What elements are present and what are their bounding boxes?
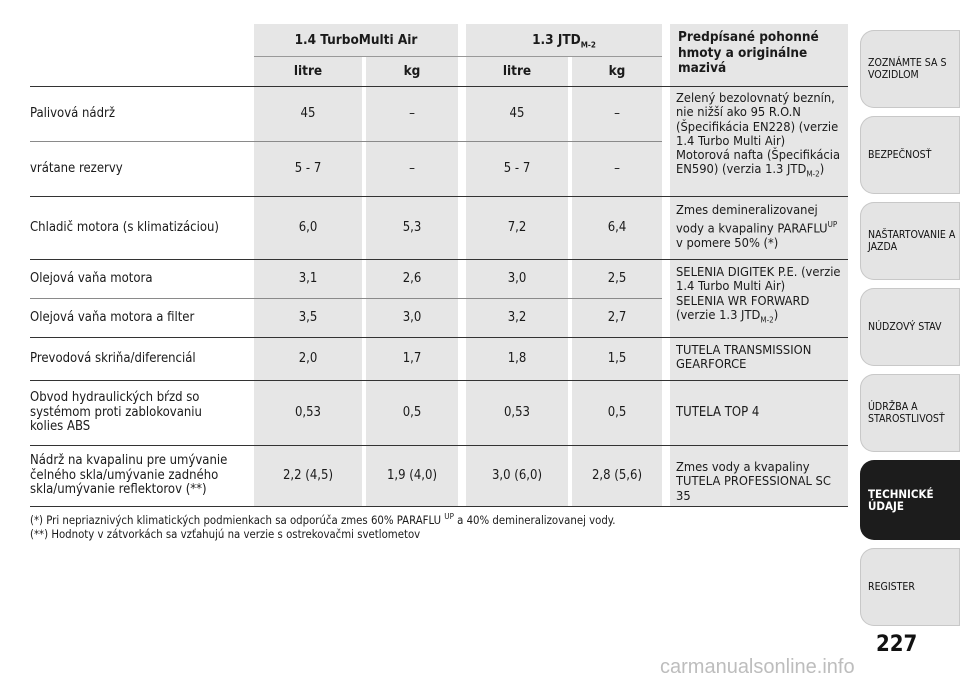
value-cell: 0,53 [294,404,322,420]
value-cell: 3,1 [298,270,318,286]
value-cell: 6,0 [298,219,318,235]
value-cell: 2,2 (4,5) [282,467,334,483]
value-cell: 3,0 (6,0) [491,467,543,483]
row-label-radiator: Chladič motora (s klimatizáciou) [30,219,219,235]
value-cell: – [409,160,415,176]
value-cell: 6,4 [607,219,627,235]
value-cell: – [409,105,415,121]
value-cell: 2,7 [607,309,627,325]
page-number: 227 [876,632,918,657]
row-label-oil-sump: Olejová vaňa motora [30,270,153,286]
row-label-washer: Nádrž na kvapalinu pre umývanie čelného skla/umývanie zadného skla/umývanie reflektorov (**) [30,453,228,498]
row-label-oil-sump-filter: Olejová vaňa motora a filter [30,309,195,325]
tab-index[interactable]: REGISTER [860,548,960,626]
footnote-2: (**) Hodnoty v zátvorkách sa vzťahujú na verzie s ostrekovačmi svetlometov [30,528,421,541]
engine2-header: 1.3 $JTD_{M-2}$ [532,32,596,50]
tab-emergency[interactable]: NÚDZOVÝ STAV [860,288,960,366]
value-cell: 0,5 [402,404,422,420]
value-cell: 2,8 (5,6) [591,467,643,483]
value-cell: 1,9 (4,0) [386,467,438,483]
engine1-header: 1.4 TurboMulti Air [294,32,418,48]
col-kg-1: kg [403,63,421,79]
value-cell: 3,5 [298,309,318,325]
col-litre-2: litre [502,63,532,79]
value-cell: 5,3 [402,219,422,235]
value-cell: – [614,160,620,176]
value-cell: 45 [509,105,525,121]
spec-header: Predpísané pohonné hmoty a originálne mazivá [678,29,819,76]
value-cell: – [614,105,620,121]
value-cell: 7,2 [507,219,527,235]
tab-safety[interactable]: BEZPEČNOSŤ [860,116,960,194]
value-cell: 0,53 [503,404,531,420]
spec-brake-fluid: TUTELA TOP 4 [676,404,760,420]
value-cell: 1,5 [607,350,627,366]
watermark: carmanualsonline.info [660,656,855,678]
footnote-1: (*) Pri nepriaznivých klimatických podmienkach sa odporúča zmes 60% PARAFLU $^{UP}$ a 40% demineralizovanej vody. [30,512,616,527]
spec-gear-oil: TUTELA TRANSMISSION GEARFORCE [676,343,812,373]
tab-getting-to-know[interactable]: ZOZNÁMTE SA S VOZIDLOM [860,30,960,108]
row-label-brakes: Obvod hydraulických bŕzd so systémom proti zablokovaniu kolies ABS [30,390,202,435]
value-cell: 5 - 7 [503,160,531,176]
col-kg-2: kg [608,63,626,79]
spec-washer-fluid: Zmes vody a kvapaliny TUTELA PROFESSIONAL SC 35 [676,460,831,504]
tab-technical-data[interactable]: TECHNICKÉ ÚDAJE [860,460,960,540]
value-cell: 1,8 [507,350,527,366]
value-cell: 1,7 [402,350,422,366]
col-litre-1: litre [293,63,323,79]
spec-engine-oil: SELENIA DIGITEK P.E. (verzie 1.4 Turbo Multi Air) SELENIA WR FORWARD (verzie 1.3 $JTD_{M-2}$) [676,265,841,325]
value-cell: 5 - 7 [294,160,322,176]
value-cell: 45 [300,105,316,121]
row-label-fuel-tank: Palivová nádrž [30,105,115,121]
spec-fuel: Zelený bezolovnatý beznín, nie nižší ako 95 R.O.N (Špecifikácia EN228) (verzie 1.4 Turbo Multi Air) Motorová nafta (Špecifikácia EN590) (verzia 1.3 $JTD_{M-2}$) [676,91,841,180]
value-cell: 2,0 [298,350,318,366]
value-cell: 3,0 [507,270,527,286]
value-cell: 3,2 [507,309,527,325]
value-cell: 2,5 [607,270,627,286]
row-label-gearbox: Prevodová skriňa/diferenciál [30,350,196,366]
value-cell: 2,6 [402,270,422,286]
value-cell: 3,0 [402,309,422,325]
spec-coolant: Zmes demineralizovanej vody a kvapaliny $PARAFLU^{UP}$ v pomere 50% (*) [676,203,838,251]
tab-starting-driving[interactable]: NAŠTARTOVANIE A JAZDA [860,202,960,280]
tab-maintenance[interactable]: ÚDRŽBA A STAROSTLIVOSŤ [860,374,960,452]
value-cell: 0,5 [607,404,627,420]
row-label-reserve: vrátane rezervy [30,160,123,176]
